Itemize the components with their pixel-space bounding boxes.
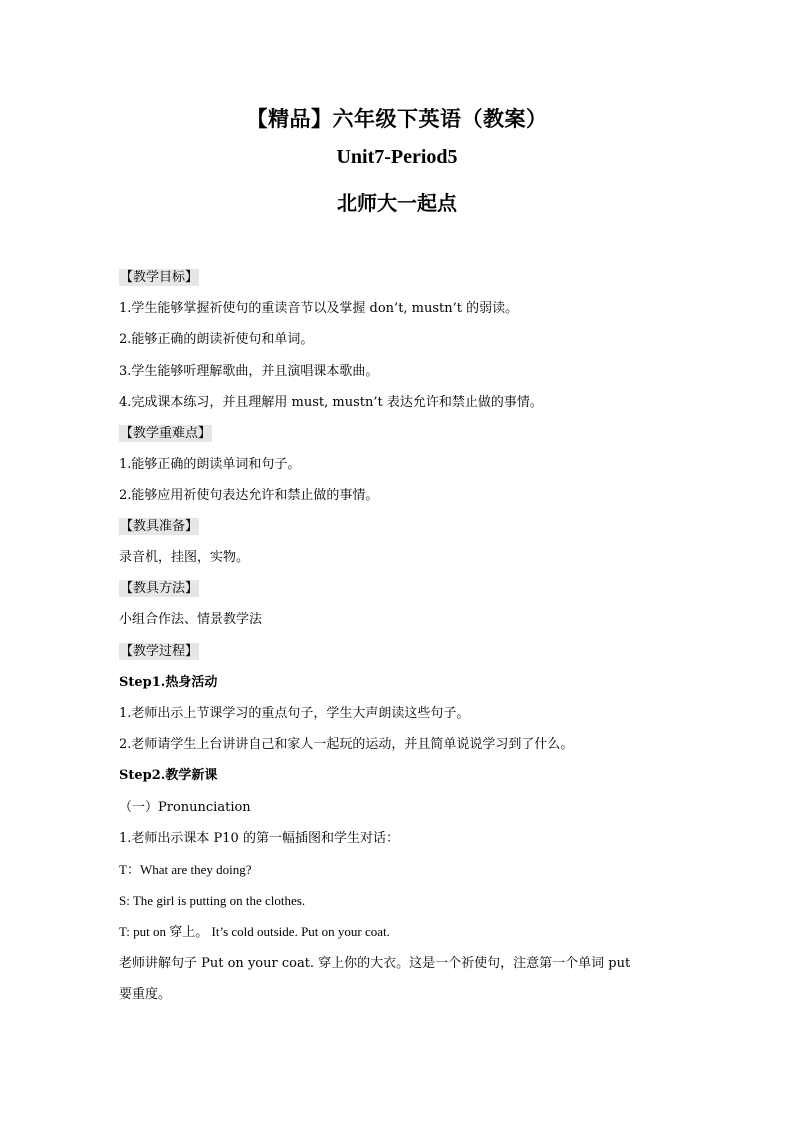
- objectives-heading: 【教学目标】: [120, 270, 199, 285]
- edition-title: 北师大一起点: [337, 191, 457, 215]
- objective-item: 4.完成课本练习，并且理解用 must, mustn’t 表达允许和禁止做的事情。: [119, 395, 543, 410]
- methods-text: 小组合作法、情景教学法: [119, 612, 263, 627]
- key-point-item: 1.能够正确的朗读单词和句子。: [119, 457, 301, 472]
- step2-item: 1.老师出示课本 P10 的第一幅插图和学生对话：: [119, 831, 399, 846]
- key-point-item: 2.能够应用祈使句表达允许和禁止做的事情。: [119, 488, 379, 503]
- dialogue-line: T: put on 穿上。 It’s cold outside. Put on your coat.: [119, 924, 390, 939]
- explanation-line: 老师讲解句子 Put on your coat. 穿上你的大衣。这是一个祈使句，注意第一个单词 put: [119, 956, 631, 971]
- methods-heading: 【教具方法】: [120, 581, 199, 596]
- step1-item: 2.老师请学生上台讲讲自己和家人一起玩的运动，并且简单说说学习到了什么。: [119, 737, 574, 752]
- key-points-heading: 【教学重难点】: [120, 426, 212, 441]
- objective-item: 1.学生能够掌握祈使句的重读音节以及掌握 don’t, mustn’t 的弱读。: [119, 301, 519, 316]
- document-title: 【精品】六年级下英语（教案）: [246, 106, 548, 131]
- dialogue-line: S: The girl is putting on the clothes.: [119, 893, 306, 908]
- unit-title: Unit7-Period5: [336, 146, 458, 168]
- materials-text: 录音机，挂图，实物。: [119, 550, 250, 565]
- step2-title: Step2.教学新课: [119, 768, 218, 783]
- materials-heading: 【教具准备】: [120, 519, 199, 534]
- process-heading: 【教学过程】: [120, 644, 199, 659]
- step1-title: Step1.热身活动: [119, 675, 218, 690]
- objective-item: 3.学生能够听理解歌曲，并且演唱课本歌曲。: [119, 364, 379, 379]
- dialogue-line: T：What are they doing?: [119, 862, 252, 877]
- step2-subtitle: （一）Pronunciation: [119, 800, 251, 815]
- step1-item: 1.老师出示上节课学习的重点句子，学生大声朗读这些句子。: [119, 706, 470, 721]
- explanation-line: 要重度。: [119, 987, 172, 1002]
- objective-item: 2.能够正确的朗读祈使句和单词。: [119, 332, 314, 347]
